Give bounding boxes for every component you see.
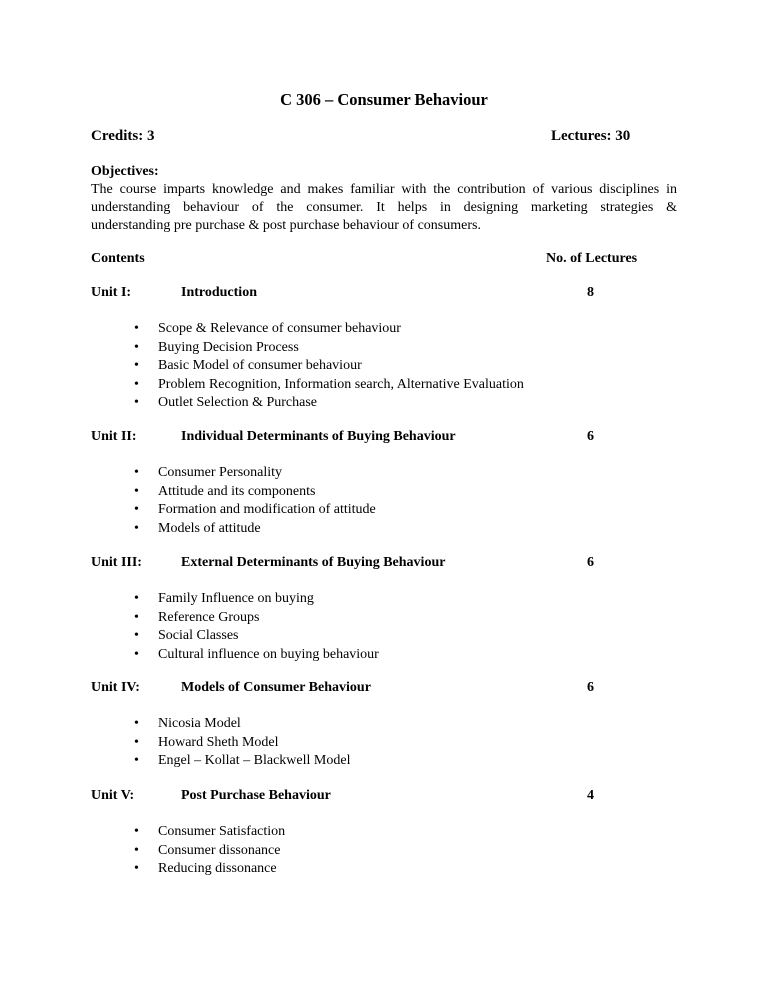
lectures-column-heading: No. of Lectures [546, 251, 638, 266]
topic-text: Reference Groups [158, 609, 260, 625]
page-title: C 306 – Consumer Behaviour [280, 90, 488, 109]
bullet-icon: • [134, 395, 139, 410]
bullet-icon: • [134, 339, 139, 355]
unit-header [0, 429, 768, 447]
objectives-line: understanding pre purchase & post purchase behaviour of consumers. [91, 218, 481, 233]
unit-lecture-count: 6 [587, 429, 594, 444]
topic-text: Outlet Selection & Purchase [158, 395, 318, 410]
unit-label: Unit I: [91, 285, 132, 300]
objectives-line: The course imparts knowledge and makes familiar with the contribution of various disciplines in [91, 182, 677, 197]
topic-text: Consumer Personality [158, 465, 283, 480]
lectures-total-label: Lectures: 30 [551, 128, 631, 144]
unit-title: Introduction [181, 285, 257, 300]
topic-text: Social Classes [158, 628, 239, 643]
unit-lecture-count: 4 [587, 788, 594, 803]
topic-text: Reducing dissonance [158, 861, 277, 876]
credits-label: Credits: 3 [91, 128, 155, 144]
unit-label: Unit II: [91, 429, 137, 444]
bullet-icon: • [134, 358, 139, 373]
topic-text: Basic Model of consumer behaviour [158, 358, 362, 373]
topic-text: Engel – Kollat – Blackwell Model [158, 753, 351, 768]
topic-text: Nicosia Model [158, 716, 241, 731]
bullet-icon: • [134, 591, 139, 606]
contents-heading: Contents [91, 251, 145, 266]
unit-title: Models of Consumer Behaviour [181, 680, 371, 695]
unit-lecture-count: 8 [587, 285, 594, 300]
bullet-icon: • [134, 609, 139, 625]
topic-text: Formation and modification of attitude [158, 502, 376, 517]
topic-text: Models of attitude [158, 520, 261, 536]
unit-label: Unit IV: [91, 680, 140, 695]
unit-label: Unit V: [91, 788, 135, 803]
bullet-icon: • [134, 861, 139, 876]
bullet-icon: • [134, 321, 139, 336]
bullet-icon: • [134, 483, 139, 499]
topic-text: Attitude and its components [158, 483, 316, 499]
topic-text: Consumer Satisfaction [158, 824, 286, 839]
bullet-icon: • [134, 734, 139, 750]
objectives-line: understanding behaviour of the consumer. It helps in designing marketing strategies & [91, 200, 677, 215]
bullet-icon: • [134, 628, 139, 643]
topic-text: Family Influence on buying [158, 591, 314, 606]
unit-title: External Determinants of Buying Behaviour [181, 555, 446, 570]
bullet-icon: • [134, 520, 139, 536]
unit-header [0, 285, 768, 303]
objectives-text [91, 181, 677, 235]
topic-text: Scope & Relevance of consumer behaviour [158, 321, 401, 336]
unit-header [0, 680, 768, 698]
topic-text: Consumer dissonance [158, 842, 281, 858]
unit-header [0, 788, 768, 806]
unit-header [0, 555, 768, 573]
unit-title: Post Purchase Behaviour [181, 788, 331, 803]
bullet-icon: • [134, 465, 139, 480]
topic-text: Problem Recognition, Information search, Alternative Evaluation [158, 376, 524, 392]
bullet-icon: • [134, 376, 139, 392]
bullet-icon: • [134, 824, 139, 839]
topic-text: Cultural influence on buying behaviour [158, 646, 379, 662]
bullet-icon: • [134, 842, 139, 858]
bullet-icon: • [134, 502, 139, 517]
bullet-icon: • [134, 646, 139, 662]
unit-title: Individual Determinants of Buying Behaviour [181, 429, 456, 444]
unit-lecture-count: 6 [587, 555, 594, 570]
unit-lecture-count: 6 [587, 680, 594, 695]
bullet-icon: • [134, 716, 139, 731]
unit-label: Unit III: [91, 555, 142, 570]
objectives-heading: Objectives: [91, 164, 159, 179]
topic-text: Buying Decision Process [158, 339, 299, 355]
bullet-icon: • [134, 753, 139, 768]
topic-text: Howard Sheth Model [158, 734, 279, 750]
